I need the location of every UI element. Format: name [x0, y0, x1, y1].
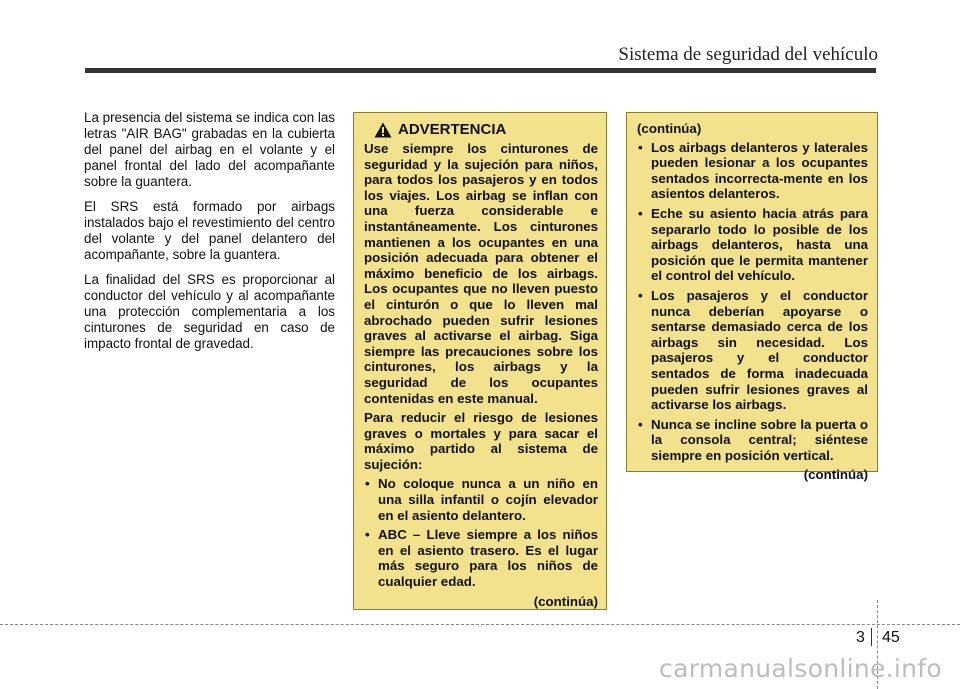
page-number: 45	[882, 629, 900, 646]
watermark: carmanualsonline.info	[659, 654, 942, 683]
warning-bullet-1: • No coloque nunca a un niño en una silla infantil o cojín elevador en el asiento delantero.	[364, 476, 598, 523]
warning-bullet-list	[364, 476, 598, 589]
continued-bullet-3: • Los pasajeros y el conductor nunca deberían apoyarse o sentarse demasiado cerca de los airbags sin necesidad. Los pasajeros y el conductor sentados de forma inadecuada pueden sufrir lesiones graves al activarse los airbags.	[637, 288, 868, 413]
continued-bullet-2: • Eche su asiento hacia atrás para separarlo todo lo posible de los airbags delanteros, hasta una posición que le permita mantener el control del vehículo.	[637, 206, 868, 284]
chapter-number: 3	[856, 629, 865, 646]
warning-title: ADVERTENCIA	[398, 121, 507, 139]
warning-paragraph-1: Use siempre los cinturones de seguridad y la sujeción para niños, para todos los pasajeros y en todos los viajes. Los airbag se inflan con una fuerza considerable e instantáneamente. Los cinturones mantienen a los ocupantes en una posición adecuada para obtener el máximo beneficio de los airbags. Los ocupantes que no lleven puesto el cinturón o que lo lleven mal abrochado pueden sufrir lesiones graves al activarse el airbag. Siga siempre las precauciones sobre los cinturones, los airbags y la seguridad de los ocupantes contenidas en este manual.	[364, 141, 598, 406]
warning-continued-box	[626, 112, 878, 483]
continued-top-label: (continúa)	[637, 121, 702, 136]
continued-bullet-list	[637, 140, 868, 464]
intro-paragraph-1: La presencia del sistema se indica con las letras "AIR BAG" grabadas en la cubierta del panel del airbag en el volante y el panel frontal del lado del acompañante sobre la guantera.	[84, 110, 335, 189]
warning-bullet-2: • ABC – Lleve siempre a los niños en el asiento trasero. Es el lugar más seguro para los niños de cualquier edad.	[364, 527, 598, 589]
intro-paragraph-3: La finalidad del SRS es proporcionar al conductor del vehículo y al acompañante una protección complementaria a los cinturones de seguridad en caso de impacto frontal de gravedad.	[84, 272, 335, 351]
page-header-title: Sistema de seguridad del vehículo	[618, 44, 878, 65]
header-rule	[85, 68, 876, 73]
warning-header	[374, 122, 598, 138]
warning-paragraph-2: Para reducir el riesgo de lesiones graves o mortales y para sacar el máximo partido al sistema de sujeción:	[364, 410, 598, 472]
continued-bullet-4: • Nunca se incline sobre la puerta o la consola central; siéntese siempre en posición vertical.	[637, 417, 868, 464]
intro-text	[84, 110, 335, 361]
intro-paragraph-2: El SRS está formado por airbags instalados bajo el revestimiento del centro del volante y del panel delantero del acompañante, sobre la guantera.	[84, 199, 335, 262]
page-number-separator	[871, 628, 872, 646]
continued-bullet-1: • Los airbags delanteros y laterales pueden lesionar a los ocupantes sentados incorrecta-mente en los asientos delanteros.	[637, 140, 868, 202]
warning-triangle-icon	[374, 122, 392, 138]
continued-bottom-label: (continúa)	[803, 467, 868, 483]
warning-box	[353, 112, 607, 610]
warning-continued-label: (continúa)	[533, 593, 598, 609]
footer-rule	[0, 624, 960, 625]
